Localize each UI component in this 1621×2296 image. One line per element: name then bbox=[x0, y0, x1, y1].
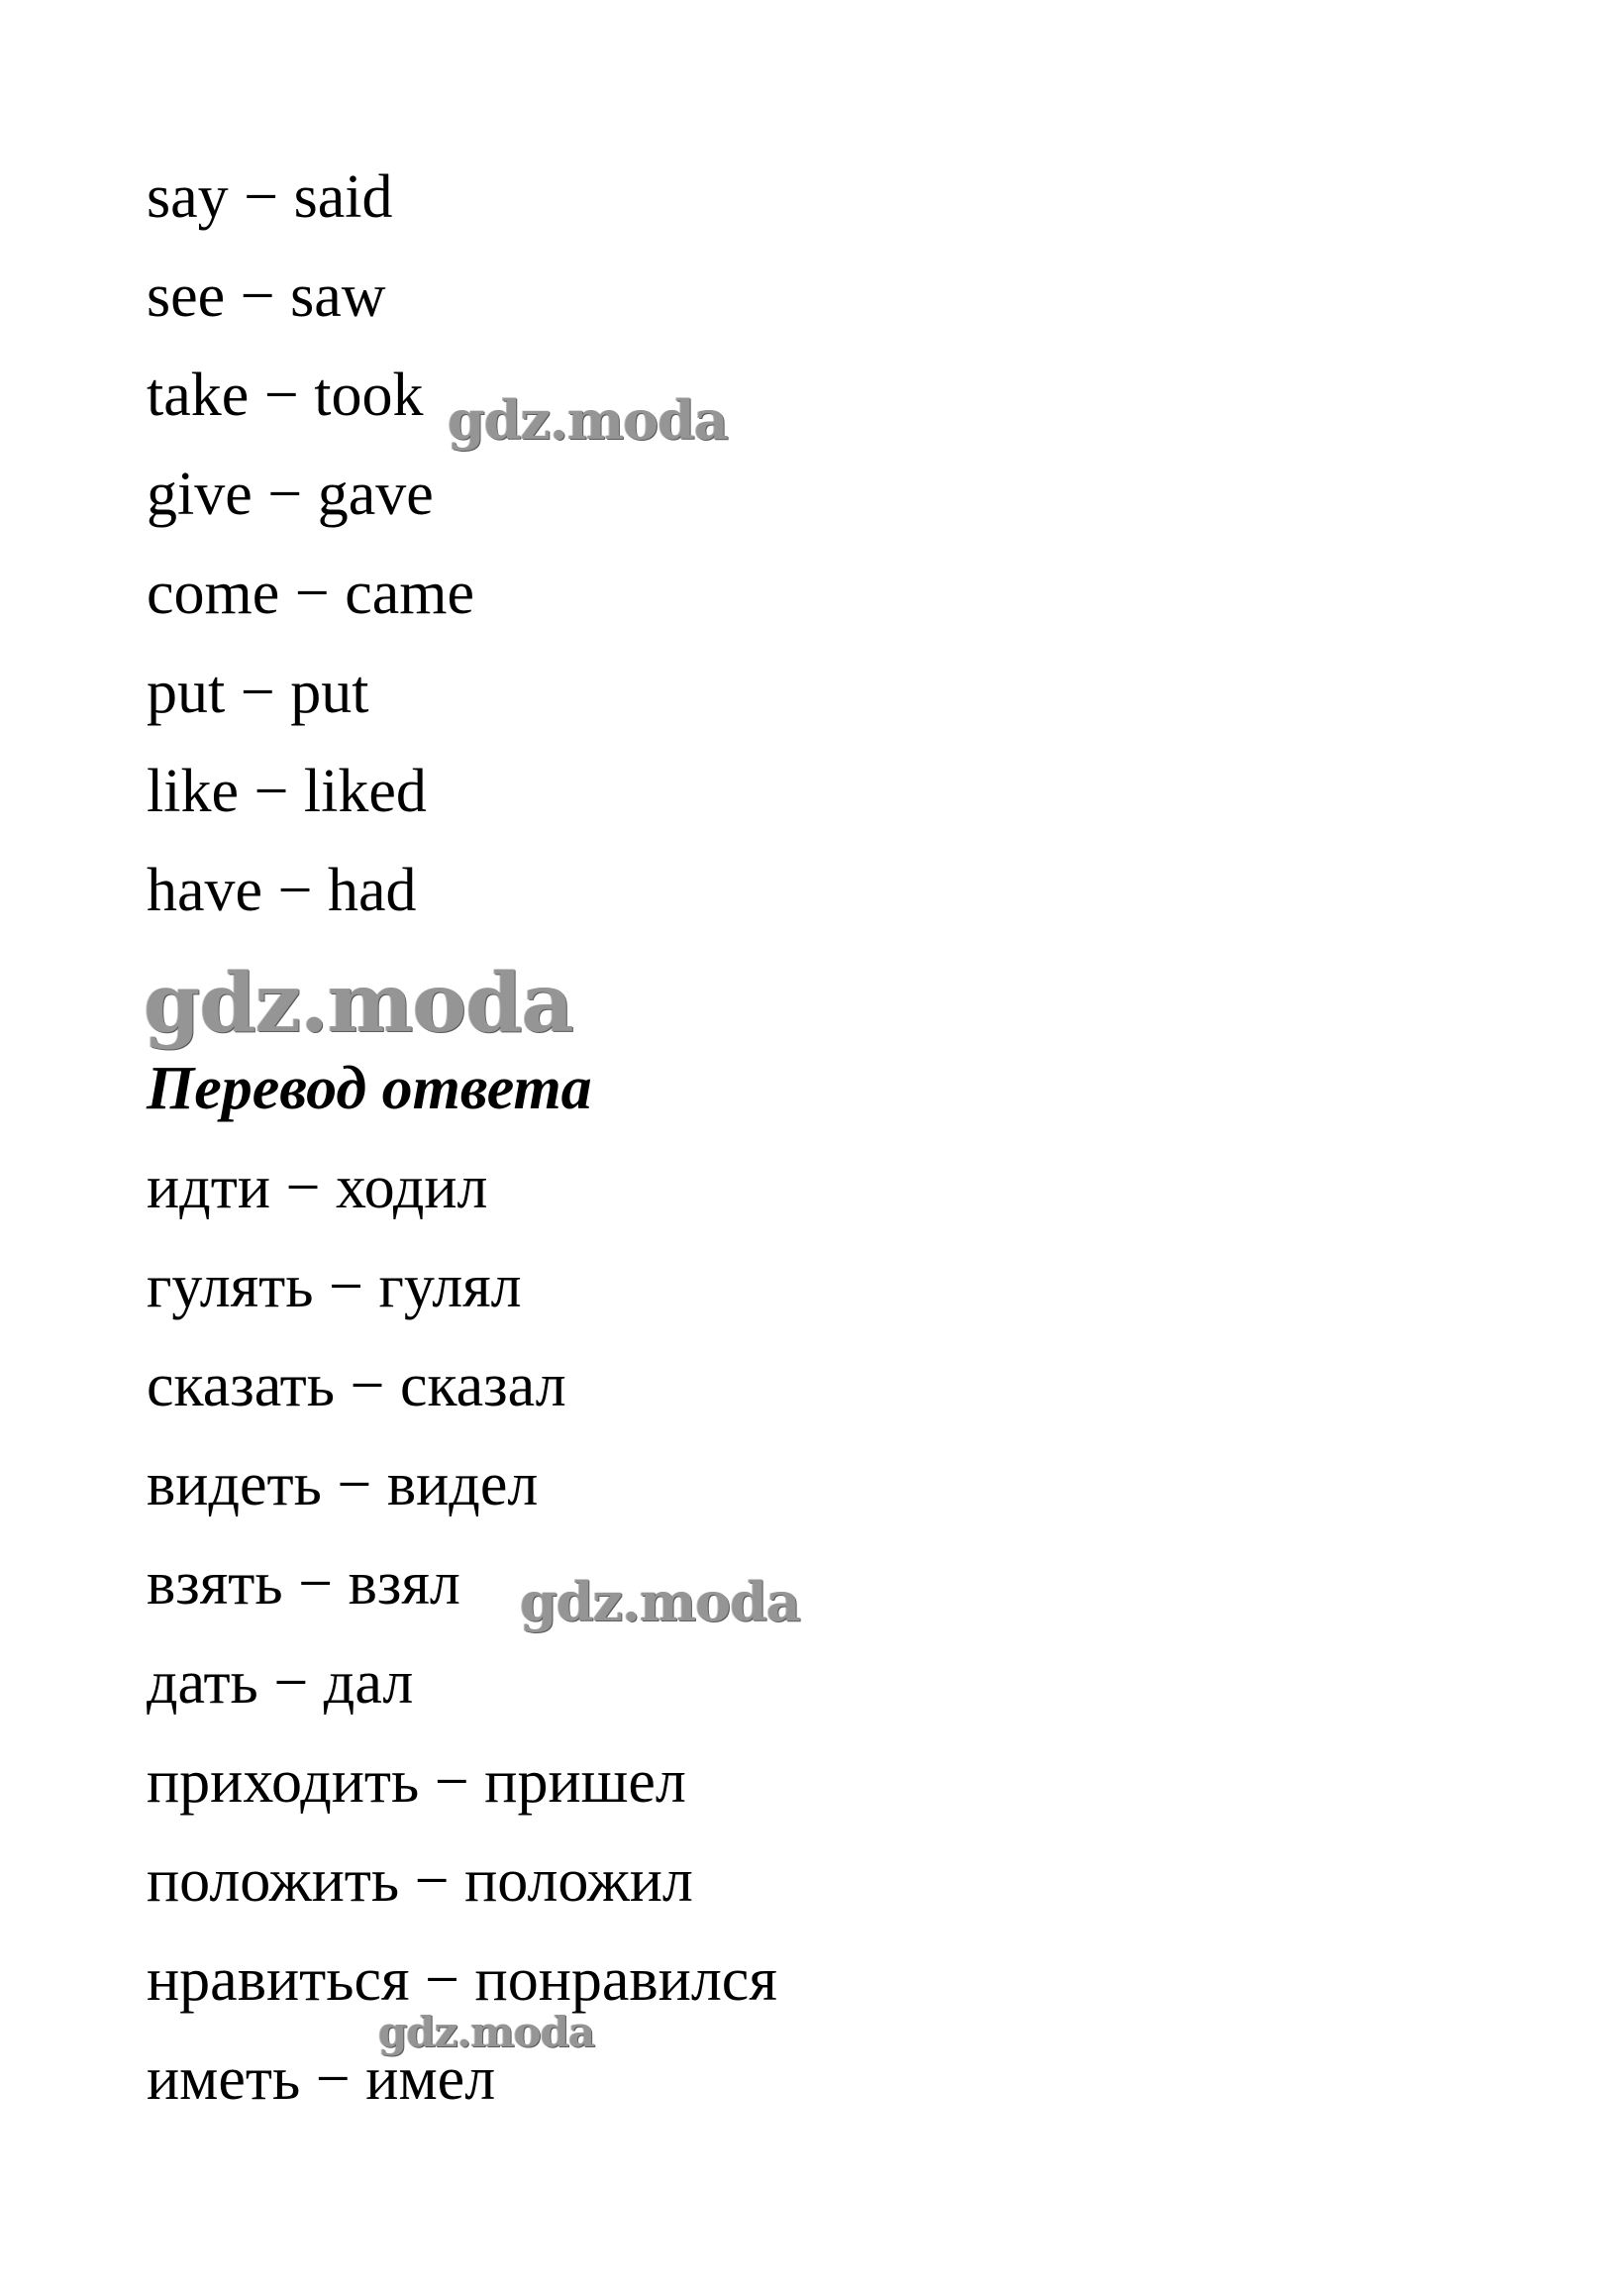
verb-pair-ru: видеть − видел bbox=[147, 1451, 539, 1518]
verb-pair-en: like − liked bbox=[147, 758, 427, 825]
verb-pair-ru: положить − положил bbox=[147, 1847, 693, 1915]
verb-pair-en: say − said bbox=[147, 163, 393, 231]
verb-pair-ru: идти − ходил bbox=[147, 1154, 488, 1221]
verb-pair-ru: приходить − пришел bbox=[147, 1748, 686, 1816]
verb-pair-ru: дать − дал bbox=[147, 1649, 414, 1717]
watermark-logo: gdz.moda bbox=[520, 1570, 800, 1633]
verb-pair-ru: гулять − гулял bbox=[147, 1253, 522, 1320]
verb-pair-en: come − came bbox=[147, 560, 475, 627]
watermark-logo: gdz.moda bbox=[448, 388, 728, 452]
verb-pair-ru: нравиться − понравился bbox=[147, 1946, 777, 2014]
verb-pair-en: have − had bbox=[147, 857, 417, 924]
verb-pair-en: put − put bbox=[147, 659, 369, 726]
verb-pair-en: take − took bbox=[147, 362, 424, 429]
verb-pair-ru: взять − взял bbox=[147, 1550, 460, 1618]
verb-pair-en: give − gave bbox=[147, 461, 434, 528]
verb-pair-ru: сказать − сказал bbox=[147, 1352, 566, 1419]
verb-pair-en: see − saw bbox=[147, 262, 386, 330]
watermark-logo: gdz.moda bbox=[144, 956, 573, 1051]
watermark-logo: gdz.moda bbox=[378, 2008, 595, 2056]
verb-pair-ru: иметь − имел bbox=[147, 2045, 496, 2113]
translation-heading: Перевод ответа bbox=[147, 1055, 592, 1122]
